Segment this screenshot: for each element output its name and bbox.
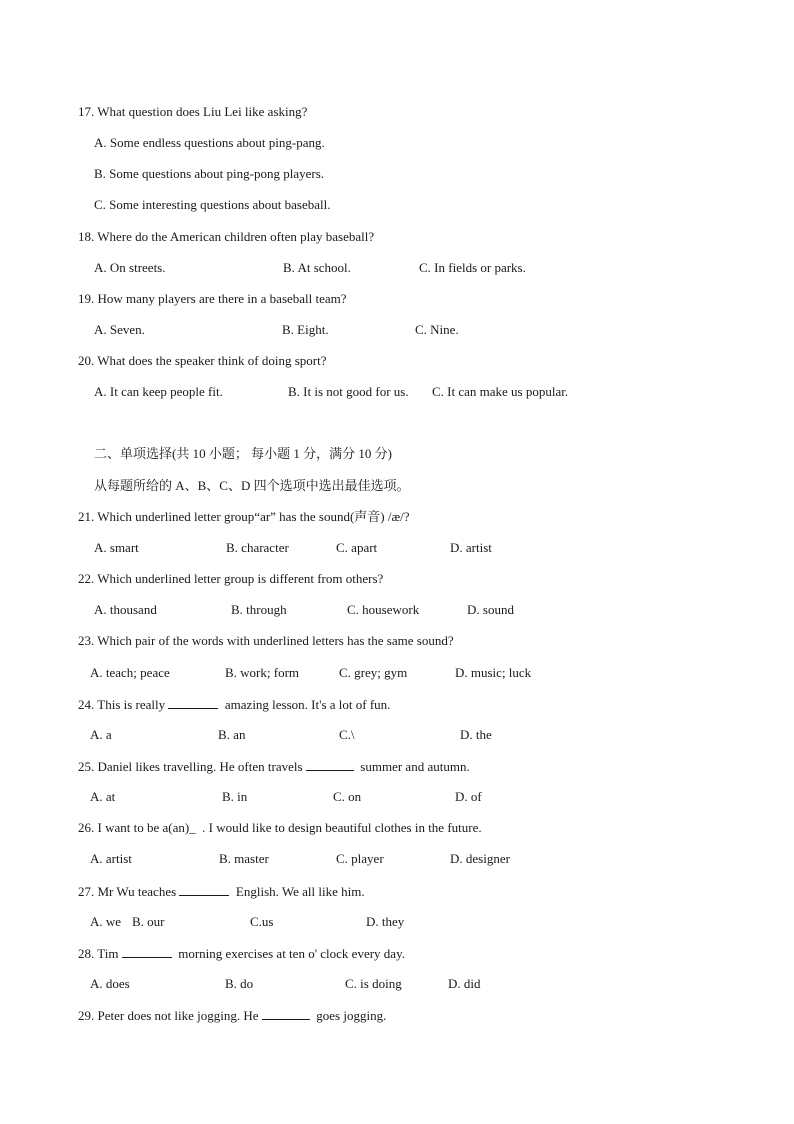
question-28-option-c: C. is doing — [345, 976, 402, 991]
answer-blank — [122, 945, 172, 958]
question-18-option-b: B. At school. — [283, 260, 351, 275]
question-28-option-b: B. do — [225, 976, 254, 991]
question-23-option-a: A. teach; peace — [90, 665, 170, 680]
question-21-option-d: D. artist — [450, 540, 492, 555]
question-22-option-a: A. thousand — [94, 602, 157, 617]
question-25-option-c: C. on — [333, 789, 362, 804]
question-22-option-b: B. through — [231, 602, 287, 617]
question-17-option-c: C. Some interesting questions about baseball. — [94, 197, 331, 212]
question-21-stem: 21. Which underlined letter group“ar” has the sound(声音) /æ/? — [78, 509, 410, 524]
question-25-stem — [78, 758, 470, 775]
question-25-option-b: B. in — [222, 789, 248, 804]
question-24-option-a: A. a — [90, 727, 112, 742]
question-20-option-b: B. It is not good for us. — [288, 384, 409, 399]
question-24-option-d: D. the — [460, 727, 492, 742]
question-19-stem: 19. How many players are there in a baseball team? — [78, 291, 347, 306]
question-21-option-a: A. smart — [94, 540, 139, 555]
question-18-option-c: C. In fields or parks. — [419, 260, 526, 275]
question-21-option-c: C. apart — [336, 540, 378, 555]
question-24-stem — [78, 696, 390, 713]
question-27-option-b: B. our — [132, 914, 165, 929]
question-20-option-a: A. It can keep people fit. — [94, 384, 223, 399]
question-26-option-c: C. player — [336, 851, 384, 866]
question-24-option-b: B. an — [218, 727, 246, 742]
question-22-option-d: D. sound — [467, 602, 514, 617]
question-27-stem-pre: 27. Mr Wu teaches — [78, 884, 177, 899]
question-17-option-b: B. Some questions about ping-pong players. — [94, 166, 325, 181]
question-28-stem — [78, 945, 405, 962]
question-23-option-c: C. grey; gym — [339, 665, 408, 680]
answer-blank — [262, 1007, 310, 1020]
question-25-stem-post: summer and autumn. — [360, 759, 470, 774]
question-29-stem-pre: 29. Peter does not like jogging. He — [78, 1008, 259, 1023]
question-26-option-b: B. master — [219, 851, 269, 866]
question-19-option-b: B. Eight. — [282, 322, 329, 337]
answer-blank — [168, 696, 218, 709]
question-26-option-a: A. artist — [90, 851, 132, 866]
question-29-stem-post: goes jogging. — [316, 1008, 387, 1023]
answer-blank — [179, 883, 229, 896]
question-21-option-b: B. character — [226, 540, 289, 555]
question-28-option-d: D. did — [448, 976, 481, 991]
question-27-option-d: D. they — [366, 914, 405, 929]
question-19-option-a: A. Seven. — [94, 322, 145, 337]
question-18-stem: 18. Where do the American children often play baseball? — [78, 229, 375, 244]
question-22-stem: 22. Which underlined letter group is different from others? — [78, 571, 384, 586]
answer-blank — [306, 758, 354, 771]
question-18-option-a: A. On streets. — [94, 260, 166, 275]
question-20-stem: 20. What does the speaker think of doing sport? — [78, 353, 327, 368]
question-25-stem-pre: 25. Daniel likes travelling. He often travels — [78, 759, 303, 774]
question-24-option-c: C.\ — [339, 727, 355, 742]
question-29-stem — [78, 1007, 386, 1024]
question-27-option-a: A. we — [90, 914, 122, 929]
section-2-instruction: 从每题所给的 A、B、C、D 四个选项中选出最佳选项。 — [94, 478, 410, 493]
question-28-option-a: A. does — [90, 976, 130, 991]
question-23-option-d: D. music; luck — [455, 665, 532, 680]
question-28-stem-pre: 28. Tim — [78, 946, 119, 961]
question-28-stem-post: morning exercises at ten o' clock every day. — [178, 946, 405, 961]
question-23-stem: 23. Which pair of the words with underlined letters has the same sound? — [78, 633, 454, 648]
question-20-option-c: C. It can make us popular. — [432, 384, 569, 399]
question-24-stem-pre: 24. This is really — [78, 697, 166, 712]
question-27-stem-post: English. We all like him. — [235, 884, 365, 899]
question-24-stem-post: amazing lesson. It's a lot of fun. — [224, 697, 391, 712]
question-22-option-c: C. housework — [347, 602, 420, 617]
question-17-option-a: A. Some endless questions about ping-pang. — [94, 135, 325, 150]
question-25-option-d: D. of — [455, 789, 482, 804]
question-26-stem: 26. I want to be a(an)_ . I would like to design beautiful clothes in the future. — [78, 820, 482, 835]
question-23-option-b: B. work; form — [225, 665, 300, 680]
question-17-stem: 17. What question does Liu Lei like asking? — [78, 104, 308, 119]
question-25-option-a: A. at — [90, 789, 116, 804]
question-27-stem — [78, 883, 365, 900]
question-19-option-c: C. Nine. — [415, 322, 459, 337]
section-2-heading: 二、单项选择(共 10 小题； 每小题 1 分，满分 10 分) — [94, 446, 392, 461]
question-26-option-d: D. designer — [450, 851, 510, 866]
question-27-option-c: C.us — [250, 914, 274, 929]
